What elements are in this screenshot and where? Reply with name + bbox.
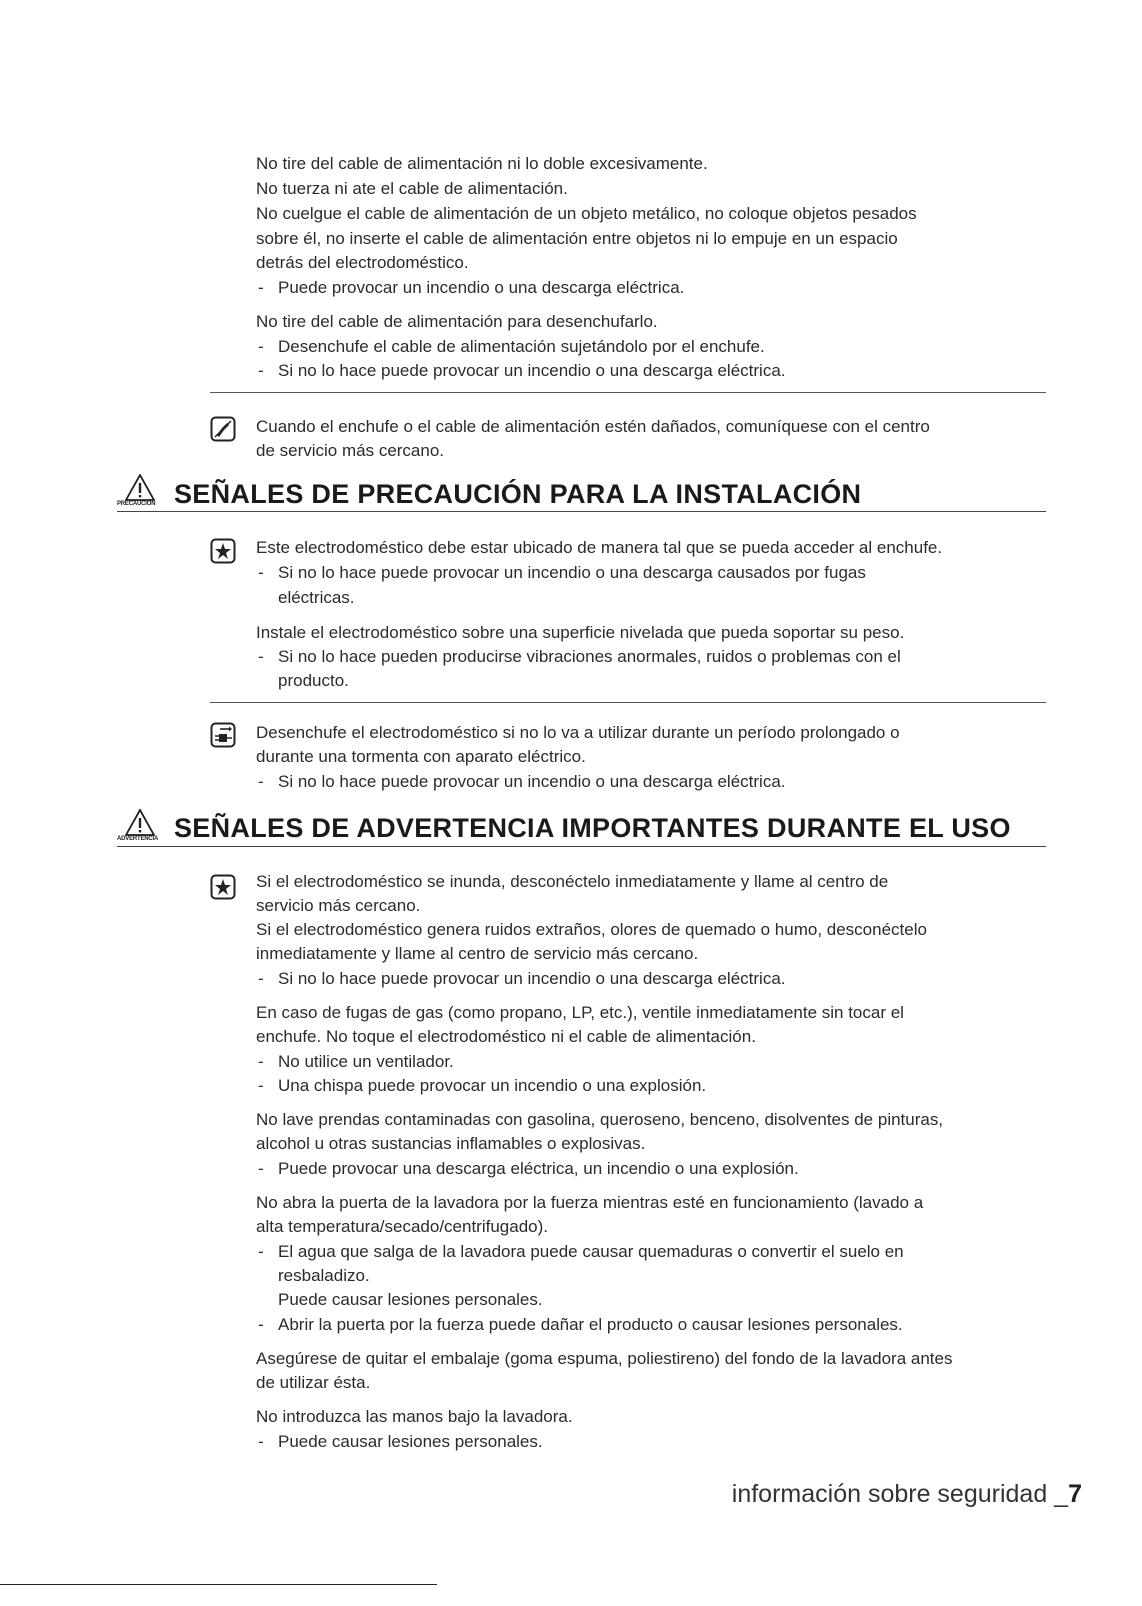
text-line: Puede provocar un incendio o una descarga eléctrica. bbox=[278, 278, 685, 297]
star-icon bbox=[210, 874, 236, 900]
bullet-dash: - bbox=[258, 1159, 264, 1178]
note-line: Desenchufe el electrodoméstico si no lo va a utilizar durante un período prolongado o bbox=[256, 723, 900, 742]
text-line: Una chispa puede provocar un incendio o una explosión. bbox=[278, 1076, 707, 1095]
bullet-dash: - bbox=[258, 772, 264, 791]
text-line: No tire del cable de alimentación ni lo doble excesivamente. bbox=[256, 154, 708, 173]
text-line: enchufe. No toque el electrodoméstico ni el cable de alimentación. bbox=[256, 1027, 756, 1046]
footer-text: información sobre seguridad _ bbox=[731, 1480, 1069, 1508]
text-line: Instale el electrodoméstico sobre una superficie nivelada que pueda soportar su peso. bbox=[256, 623, 905, 642]
warning-triangle-icon bbox=[117, 474, 159, 508]
bullet-dash: - bbox=[258, 337, 264, 356]
text-line: Puede provocar una descarga eléctrica, un incendio o una explosión. bbox=[278, 1159, 799, 1178]
note-line: Si no lo hace puede provocar un incendio o una descarga eléctrica. bbox=[278, 772, 786, 791]
text-line: No introduzca las manos bajo la lavadora. bbox=[256, 1407, 573, 1426]
text-line: Si no lo hace puede provocar un incendio o una descarga eléctrica. bbox=[278, 361, 786, 380]
warning-label: ADVERTENCIA bbox=[117, 836, 159, 842]
page-footer bbox=[732, 1480, 1082, 1509]
text-line: detrás del electrodoméstico. bbox=[256, 253, 469, 272]
warning-triangle-icon bbox=[117, 809, 159, 843]
text-line: Si no lo hace puede provocar un incendio o una descarga causados por fugas bbox=[278, 563, 866, 582]
text-line: No lave prendas contaminadas con gasolina, queroseno, benceno, disolventes de pinturas, bbox=[256, 1110, 944, 1129]
note-line: Cuando el enchufe o el cable de alimentación estén dañados, comuníquese con el centro bbox=[256, 417, 930, 436]
text-line: Si el electrodoméstico genera ruidos extraños, olores de quemado o humo, desconéctelo bbox=[256, 920, 927, 939]
text-line: No utilice un ventilador. bbox=[278, 1052, 454, 1071]
text-line: producto. bbox=[278, 671, 349, 690]
text-line: No tuerza ni ate el cable de alimentación. bbox=[256, 179, 568, 198]
bullet-dash: - bbox=[258, 1315, 264, 1334]
bullet-dash: - bbox=[258, 1242, 264, 1261]
bullet-dash: - bbox=[258, 1432, 264, 1451]
heading-underline bbox=[117, 511, 1046, 512]
note-line: durante una tormenta con aparato eléctrico. bbox=[256, 747, 586, 766]
text-line: Asegúrese de quitar el embalaje (goma espuma, poliestireno) del fondo de la lavadora antes bbox=[256, 1349, 953, 1368]
text-line: de utilizar ésta. bbox=[256, 1373, 371, 1392]
bullet-dash: - bbox=[258, 278, 264, 297]
text-line: sobre él, no inserte el cable de alimentación entre objetos ni lo empuje en un espacio bbox=[256, 229, 898, 248]
section-heading: SEÑALES DE ADVERTENCIA IMPORTANTES DURANTE EL USO bbox=[174, 813, 1011, 843]
bullet-dash: - bbox=[258, 647, 264, 666]
text-line: No cuelgue el cable de alimentación de un objeto metálico, no coloque objetos pesados bbox=[256, 204, 917, 223]
text-line: servicio más cercano. bbox=[256, 896, 421, 915]
divider bbox=[210, 392, 1046, 393]
bullet-dash: - bbox=[258, 563, 264, 582]
bullet-dash: - bbox=[258, 1076, 264, 1095]
text-line: En caso de fugas de gas (como propano, LP, etc.), ventile inmediatamente sin tocar el bbox=[256, 1003, 904, 1022]
section-heading: SEÑALES DE PRECAUCIÓN PARA LA INSTALACIÓN bbox=[174, 479, 862, 509]
divider bbox=[210, 702, 1046, 703]
text-line: inmediatamente y llame al centro de servicio más cercano. bbox=[256, 944, 699, 963]
text-line: Este electrodoméstico debe estar ubicado de manera tal que se pueda acceder al enchufe. bbox=[256, 538, 943, 557]
bullet-dash: - bbox=[258, 969, 264, 988]
text-line: alta temperatura/secado/centrifugado). bbox=[256, 1217, 549, 1236]
unplug-icon bbox=[210, 722, 236, 748]
text-line: Desenchufe el cable de alimentación sujetándolo por el enchufe. bbox=[278, 337, 765, 356]
note-line: de servicio más cercano. bbox=[256, 441, 445, 460]
page-number: 7 bbox=[1068, 1480, 1082, 1508]
text-line: El agua que salga de la lavadora puede causar quemaduras o convertir el suelo en bbox=[278, 1242, 904, 1261]
no-touch-icon bbox=[210, 416, 236, 442]
text-line: Abrir la puerta por la fuerza puede dañar el producto o causar lesiones personales. bbox=[278, 1315, 903, 1334]
heading-underline bbox=[117, 846, 1046, 847]
text-line: Si no lo hace pueden producirse vibraciones anormales, ruidos o problemas con el bbox=[278, 647, 901, 666]
text-line: Si no lo hace puede provocar un incendio o una descarga eléctrica. bbox=[278, 969, 786, 988]
text-line: Puede causar lesiones personales. bbox=[278, 1432, 543, 1451]
star-icon bbox=[210, 538, 236, 564]
text-line: No tire del cable de alimentación para desenchufarlo. bbox=[256, 312, 658, 331]
bottom-edge-line bbox=[0, 1584, 437, 1585]
text-line: Si el electrodoméstico se inunda, desconéctelo inmediatamente y llame al centro de bbox=[256, 872, 889, 891]
text-line: alcohol u otras sustancias inflamables o explosivas. bbox=[256, 1134, 646, 1153]
bullet-dash: - bbox=[258, 361, 264, 380]
text-line: resbaladizo. bbox=[278, 1266, 370, 1285]
warning-label: PRECAUCIÓN bbox=[117, 501, 156, 507]
text-line: No abra la puerta de la lavadora por la fuerza mientras esté en funcionamiento (lavado a bbox=[256, 1193, 924, 1212]
text-line: Puede causar lesiones personales. bbox=[278, 1290, 543, 1309]
bullet-dash: - bbox=[258, 1052, 264, 1071]
text-line: eléctricas. bbox=[278, 588, 355, 607]
